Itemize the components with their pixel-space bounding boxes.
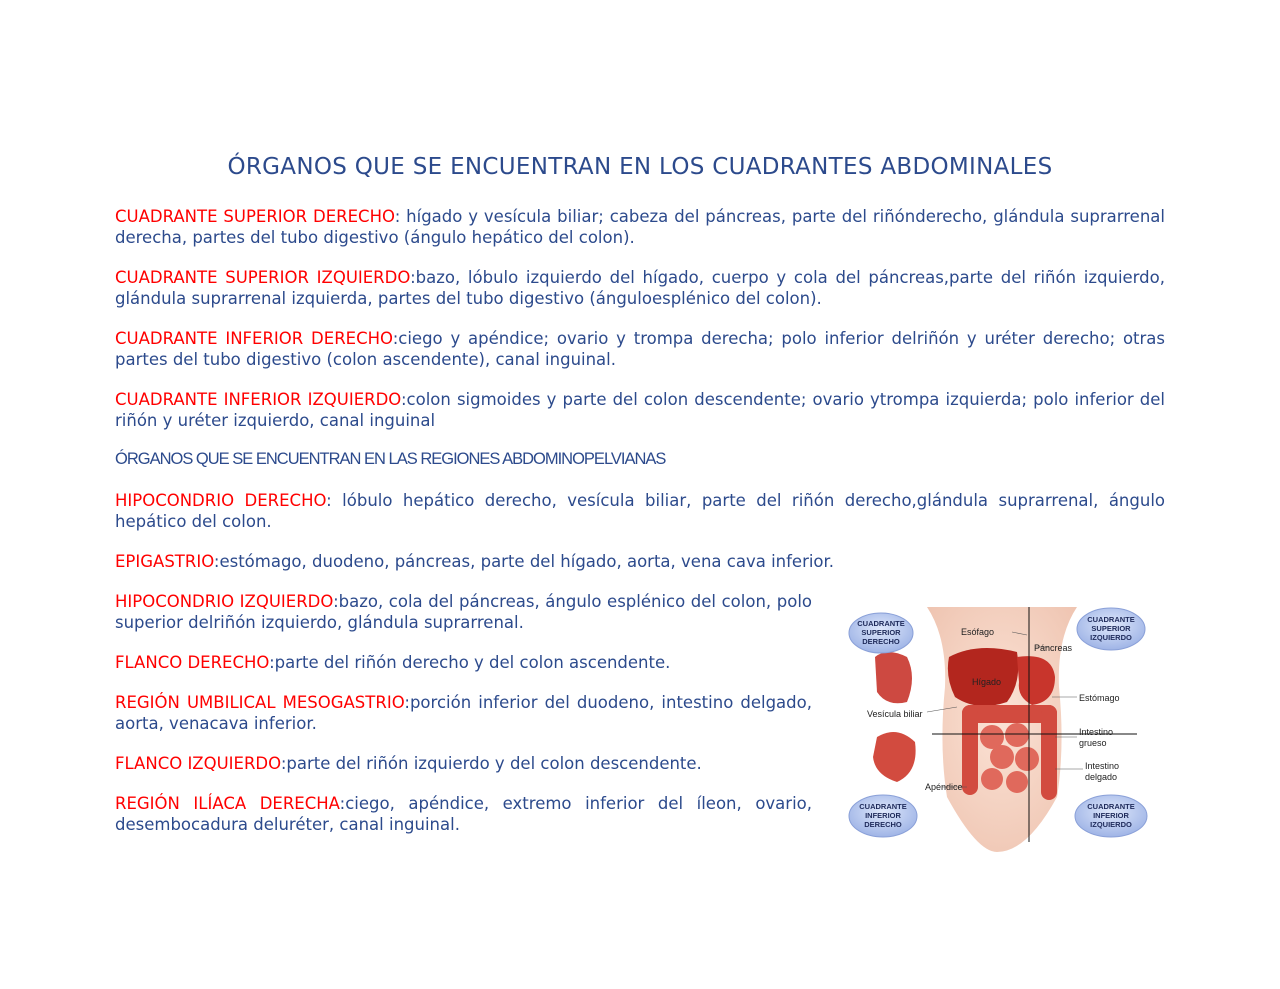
svg-text:IZQUIERDO: IZQUIERDO <box>1090 633 1132 642</box>
svg-text:DERECHO: DERECHO <box>864 820 902 829</box>
label-estomago: Estómago <box>1079 693 1120 703</box>
label-intestino-delgado-2: delgado <box>1085 772 1118 782</box>
quadrant-text: :colon sigmoides y parte del colon descendente; ovario ytrompa izquierda; polo inferior del riñón y uréter izquierdo, canal inguinal <box>115 390 1166 430</box>
region-label: REGIÓN UMBILICAL MESOGASTRIO <box>115 693 405 712</box>
svg-text:CUADRANTE: CUADRANTE <box>1087 802 1135 811</box>
region-text: :parte del riñón derecho y del colon ascendente. <box>269 653 671 672</box>
region-paragraph <box>115 652 812 673</box>
svg-text:SUPERIOR: SUPERIOR <box>861 628 901 637</box>
svg-text:DERECHO: DERECHO <box>862 637 900 646</box>
region-text: :porción inferior del duodeno, intestino delgado, aorta, venacava inferior. <box>115 693 812 733</box>
label-apendice: Apéndice <box>925 782 963 792</box>
quadrant-label: CUADRANTE SUPERIOR DERECHO <box>115 207 395 226</box>
region-label: HIPOCONDRIO IZQUIERDO <box>115 592 334 611</box>
region-label: HIPOCONDRIO DERECHO <box>115 491 327 510</box>
label-intestino-grueso-1: Intestino <box>1079 727 1114 737</box>
region-paragraph <box>115 591 812 633</box>
section-subtitle: ÓRGANOS QUE SE ENCUENTRAN EN LAS REGIONES ABDOMINOPELVIANAS <box>115 450 666 468</box>
quadrant-label: CUADRANTE INFERIOR IZQUIERDO <box>115 390 401 409</box>
label-intestino-delgado-1: Intestino <box>1085 761 1120 771</box>
badge-superior-derecho <box>849 613 913 653</box>
gallbladder-detail-shape <box>875 652 912 703</box>
abdominal-anatomy-illustration <box>827 597 1165 852</box>
svg-text:CUADRANTE: CUADRANTE <box>859 802 907 811</box>
svg-text:INFERIOR: INFERIOR <box>865 811 901 820</box>
region-paragraph <box>115 793 812 835</box>
region-label: FLANCO IZQUIERDO <box>115 754 281 773</box>
region-text: :bazo, cola del páncreas, ángulo esplénico del colon, polo superior delriñón izquierdo, glándula suprarrenal. <box>115 592 812 632</box>
quadrant-paragraph <box>115 206 1165 248</box>
region-text: :estómago, duodeno, páncreas, parte del hígado, aorta, vena cava inferior. <box>213 552 835 571</box>
page-title: ÓRGANOS QUE SE ENCUENTRAN EN LOS CUADRANTES ABDOMINALES <box>227 154 1053 180</box>
region-paragraph <box>115 551 1165 572</box>
region-label: REGIÓN ILÍACA DERECHA <box>115 794 340 813</box>
region-paragraph <box>115 753 812 774</box>
badge-superior-izquierdo <box>1077 608 1145 650</box>
region-label: EPIGASTRIO <box>115 552 214 571</box>
svg-text:SUPERIOR: SUPERIOR <box>1091 624 1131 633</box>
region-text: :ciego, apéndice, extremo inferior del íleon, ovario, desembocadura deluréter, canal inguinal. <box>115 794 812 834</box>
label-intestino-grueso-2: grueso <box>1079 738 1107 748</box>
quadrant-text: :ciego y apéndice; ovario y trompa derecha; polo inferior delriñón y uréter derecho; otras partes del tubo digestivo (colon ascendente), canal inguinal. <box>115 329 1166 369</box>
svg-text:IZQUIERDO: IZQUIERDO <box>1090 820 1132 829</box>
quadrant-paragraph <box>115 267 1165 309</box>
quadrant-text: : hígado y vesícula biliar; cabeza del páncreas, parte del riñónderecho, glándula suprarrenal derecha, partes del tubo digestivo (ángulo hepático del colon). <box>115 207 1165 247</box>
badge-inferior-derecho <box>849 795 917 837</box>
svg-text:CUADRANTE: CUADRANTE <box>857 619 905 628</box>
region-paragraph <box>115 692 812 734</box>
quadrant-paragraph <box>115 389 1165 431</box>
quadrant-label: CUADRANTE SUPERIOR IZQUIERDO <box>115 268 411 287</box>
badge-inferior-izquierdo <box>1075 795 1147 837</box>
region-paragraph <box>115 490 1165 532</box>
label-pancreas: Páncreas <box>1034 643 1073 653</box>
label-higado: Hígado <box>972 677 1002 687</box>
svg-text:CUADRANTE: CUADRANTE <box>1087 615 1135 624</box>
intestines-shape <box>962 705 1057 800</box>
label-esofago: Esófago <box>961 627 995 637</box>
region-label: FLANCO DERECHO <box>115 653 270 672</box>
region-text: : lóbulo hepático derecho, vesícula biliar, parte del riñón derecho,glándula suprarrenal, ángulo hepático del colon. <box>115 491 1165 531</box>
region-text: :parte del riñón izquierdo y del colon descendente. <box>280 754 702 773</box>
abdominal-quadrants-figure <box>827 597 1165 852</box>
quadrant-paragraph <box>115 328 1165 370</box>
svg-text:INFERIOR: INFERIOR <box>1093 811 1129 820</box>
quadrant-text: :bazo, lóbulo izquierdo del hígado, cuerpo y cola del páncreas,parte del riñón izquierdo, glándula suprarrenal izquierda, partes del tubo digestivo (ánguloesplénico del colon). <box>115 268 1165 308</box>
quadrant-label: CUADRANTE INFERIOR DERECHO <box>115 329 393 348</box>
label-vesicula-biliar: Vesícula biliar <box>867 709 923 719</box>
